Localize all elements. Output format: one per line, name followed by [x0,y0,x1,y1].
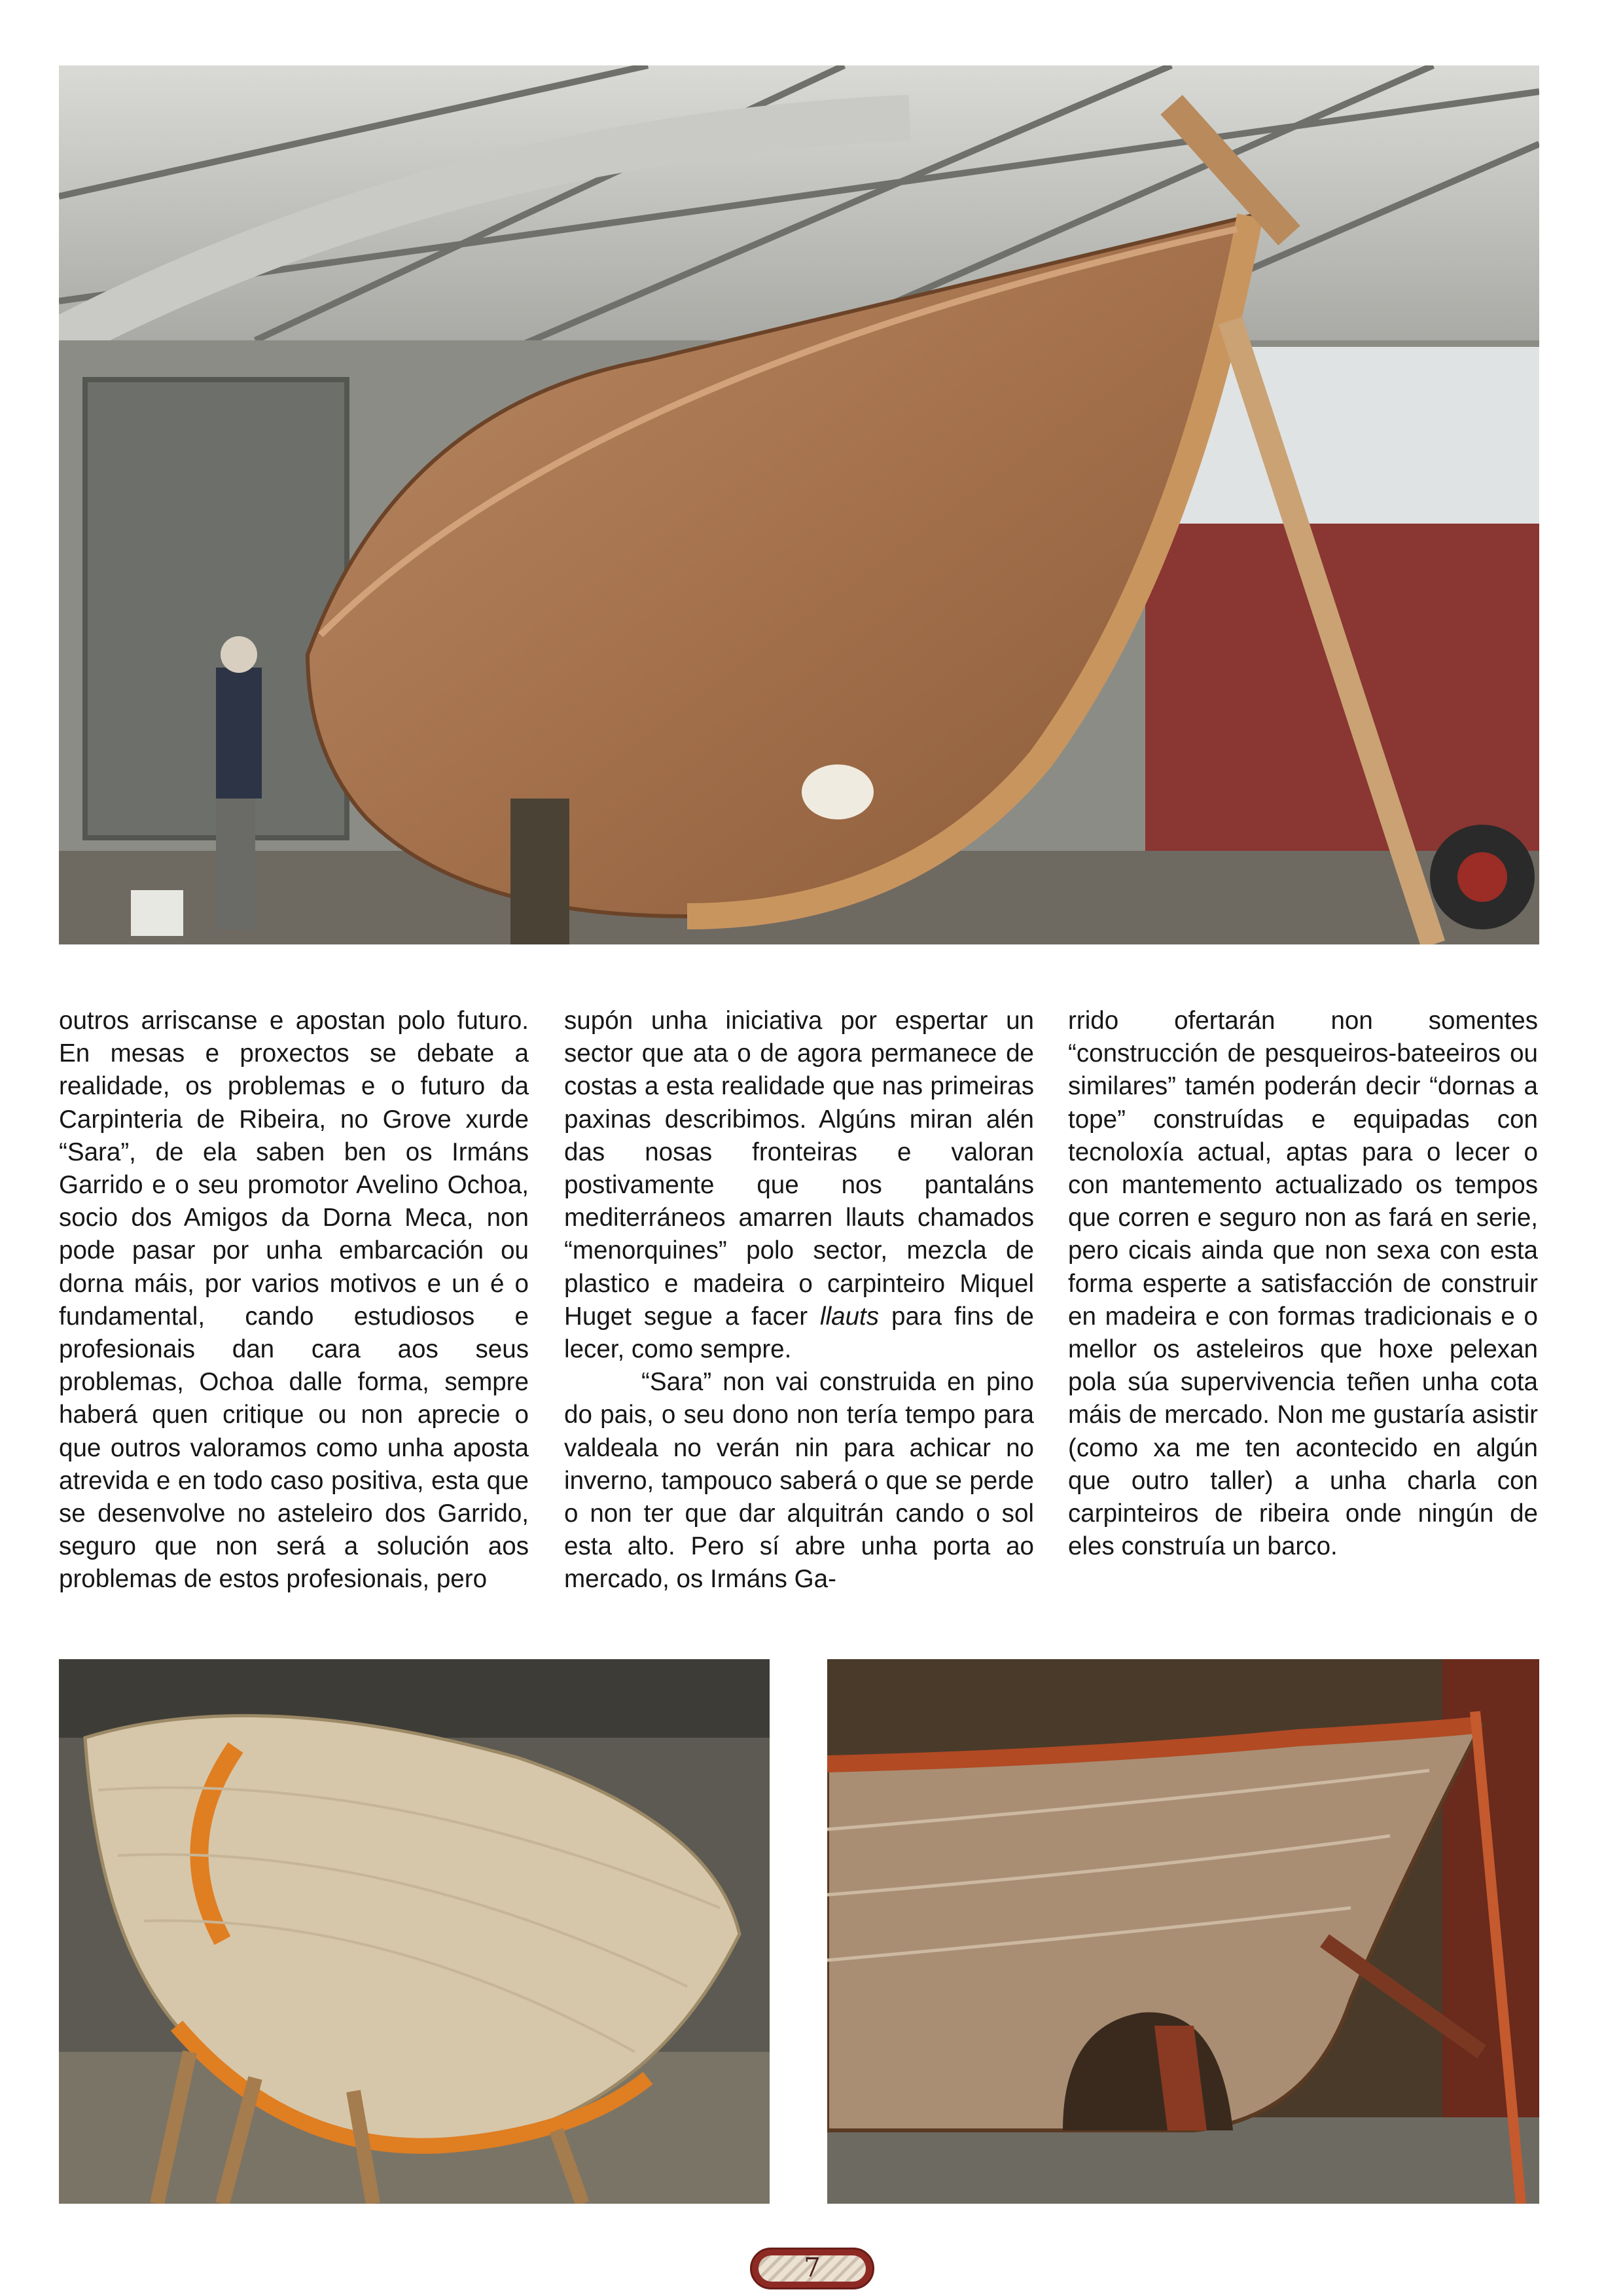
column2-text-a: supón unha iniciativa por espertar un sector que ata o de agora permanece de costas a esta realidade que nas primeiras paxinas describimos. Algúns miran alén das nosas fronteiras e valoran postivamente que nos pantaláns mediterráneos amarren llauts chamados “menorquines” polo sector, mezcla de plastico e madeira o carpinteiro Miquel Huget segue a facer [564,1007,1034,1331]
text-column-2 [564,1005,1034,1596]
italic-term: llauts [820,1302,880,1331]
column3-paragraph: rrido ofertarán non somentes “construcción de pesqueiros-bateeiros ou similares” tamén poderán decir “dornas a tope” construídas e equipadas con tecnoloxía actual, aptas para o lecer o con mantemento actualizado os tempos que corren e seguro non as fará en serie, pero cicais ainda que non sexa con esta forma esperte a satisfacción de construir en madeira e con formas tradicionais e o mellor os asteleiros que hoxe pelexan pola súa supervivencia teñen unha cota máis de mercado. Non me gustaría asistir (como xa me ten acontecido en algún que outro taller) a unha charla con carpinteiros de ribeira onde ningún de eles construía un barco. [1068,1007,1538,1561]
column2-paragraph-1 [564,1005,1034,1366]
photo-bottom-right [827,1659,1539,2204]
column2-text-b: para fins de lecer, como sempre. [564,1302,1035,1364]
page-number: 7 [804,2253,821,2283]
column2-paragraph-2: “Sara” non vai construida en pino do pais, o seu dono non tería tempo para valdeala no verán nin para achicar no inverno, tampouco saberá o que se perde o non ter que dar alquitrán cando o sol esta alto. Pero sí abre unha porta ao mercado, os Irmáns Ga- [564,1368,1034,1594]
text-column-1 [59,1005,529,1596]
photo-top [59,65,1539,944]
text-column-3 [1068,1005,1538,1563]
column1-paragraph: outros arriscanse e apostan polo futuro. En mesas e proxectos se debate a realidade, os problemas e o futuro da Carpinteria de Ribeira, no Grove xurde “Sara”, de ela saben ben os Irmáns Garrido e o seu promotor Avelino Ochoa, socio dos Amigos da Dorna Meca, non pode pasar por unha embarcación ou dorna máis, por varios motivos e un é o fundamental, cando estudiosos e profesionais dan cara aos seus problemas, Ochoa dalle forma, sempre haberá quen critique ou non aprecie o que outros valoramos como unha aposta atrevida e en todo caso positiva, esta que se desenvolve no asteleiro dos Garrido, seguro que non será a solución aos problemas de estos profesionais, pero [59,1007,529,1594]
page-number-badge [750,2248,874,2289]
photo-bottom-left [59,1659,770,2204]
